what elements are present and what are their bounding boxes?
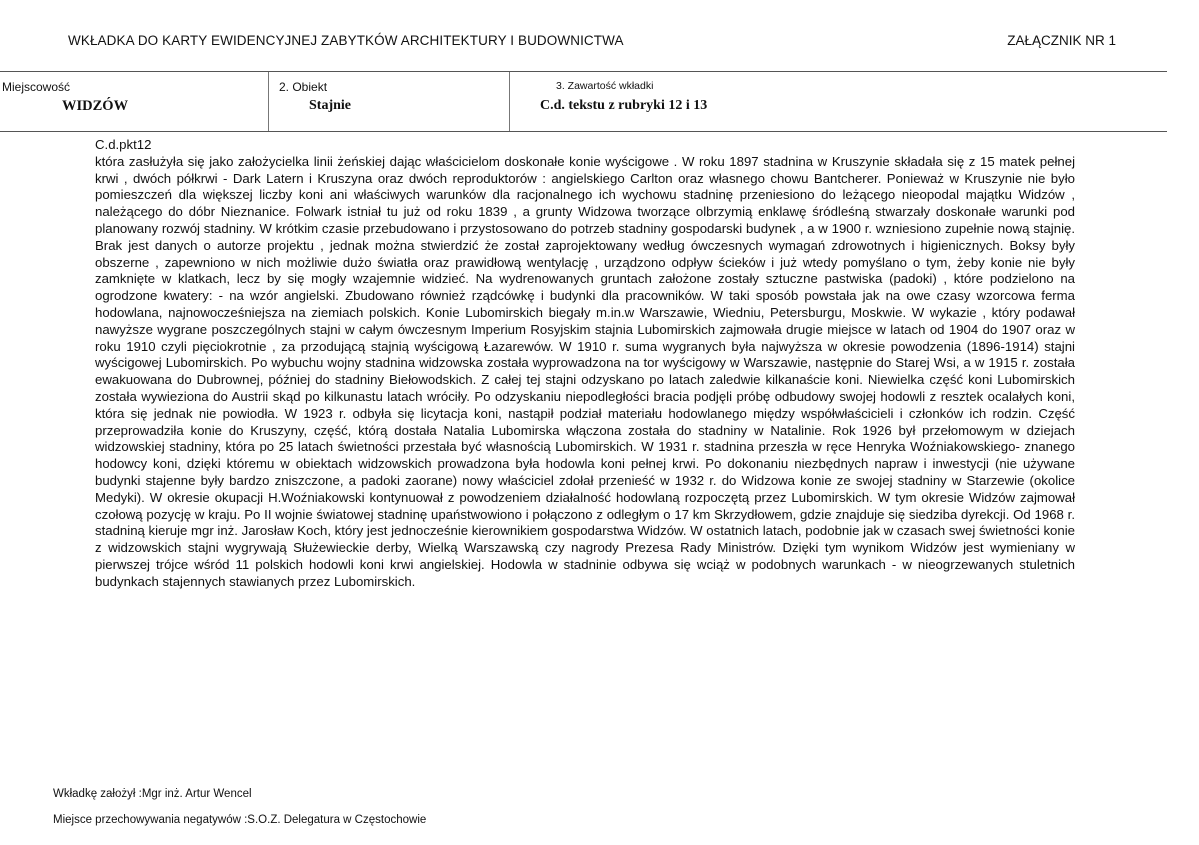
negatives-location-line: Miejsce przechowywania negatywów :S.O.Z. Delegatura w Częstochowie — [53, 814, 427, 826]
object-label: 2. Obiekt — [279, 80, 328, 94]
content-value: C.d. tekstu z rubryki 12 i 13 — [540, 98, 708, 113]
object-cell — [268, 72, 509, 131]
author-line: Wkładkę założył :Mgr inż. Artur Wencel — [53, 788, 252, 800]
attachment-number: ZAŁĄCZNIK NR 1 — [1007, 33, 1116, 48]
content-label: 3. Zawartość wkładki — [556, 80, 654, 92]
locality-label: Miejscowość — [2, 80, 71, 94]
locality-cell — [0, 72, 268, 131]
form-title: WKŁADKA DO KARTY EWIDENCYJNEJ ZABYTKÓW ARCHITEKTURY I BUDOWNICTWA — [68, 33, 624, 48]
body-paragraph: która zasłużyła się jako założycielka linii żeńskiej dając właścicielom doskonałe konie wyścigowe . W roku 1897 stadnina w Kruszynie składała się z 15 matek pełnej krwi , dwóch półkrwi - Dark Latern i Kruszyna oraz dwóch reproduktorów : angielskiego Carlton oraz własnego chowu Bantcherer. Ponieważ w Kruszynie nie było pomieszczeń dla większej liczby koni ani właściwych warunków dla racjonalnego ich wychowu stadninę przeniesiono do leżącego nieopodal majątku Widzów , należącego do dóbr Nieznanice. Folwark istniał tu już od roku 1839 , a grunty Widzowa tworzące olbrzymią enklawę śródleśną stwarzały doskonałe warunki pod planowany rozwój stadniny. W krótkim czasie przebudowano i przystosowano do potrzeb stadniny gospodarski budynek , a w 1900 r. wzniesiono zupełnie nową stajnię. Brak jest danych o autorze projektu , jednak można stwierdzić że został zaprojektowany według ówczesnych wymagań zdrowotnych i higienicznych. Boksy były obszerne , zapewniono w nich możliwie dużo światła oraz prawidłową wentylację , urządzono odpływ ścieków i już wtedy pomyślano o tym, żeby konie nie były zamknięte w klatkach, lecz by się mogły wzajemnie widzieć. Na wydrenowanych gruntach założone zostały sztuczne pastwiska (padoki) , które podzielono na ogrodzone kwatery: - na wzór angielski. Zbudowano również rządcówkę i budynki dla pracowników. W taki sposób powstała jak na owe czasy wzorcowa ferma hodowlana, najnowocześniejsza na ziemiach polskich. Konie Lubomirskich biegały m.in.w Warszawie, Wiedniu, Petersburgu, Moskwie. W wykazie , który podawał nawyższe wygrane poszczególnych stajni w całym ówczesnym Imperium Rosyjskim stajnia Lubomirskich zajmowała drugie miejsce w latach od 1904 do 1907 oraz w roku 1910 czyli pięciokrotnie , za przodującą stajnią wyścigową Łazarewów. W 1910 r. suma wygranych była najwyższa w okresie powodzenia (1896-1914) stajni wyścigowej Lubomirskich. Po wybuchu wojny stadnina widzowska została wyprowadzona na tor wyścigowy w Warszawie, następnie do Starej Wsi, a w 1915 r. została ewakuowana do Dubrownej, później do stadniny Biełowodskich. Z całej tej stajni odzyskano po latach zaledwie kilkanaście koni. Niewielka część koni Lubomirskich została wywieziona do Austrii skąd po kilkunastu latach wróciły. Po odzyskaniu niepodległości bracia podjęli próbę odbudowy swojej hodowli z resztek ocalałych koni, która się jednak nie powiodła. W 1923 r. odbyła się licytacja koni, nastąpił podział materiału hodowlanego między współwłaścicieli i członków ich rodzin. Część przeprowadziła konie do Kruszyny, część, którą dostała Natalia Lubomirska włączona została do stadniny w Natalinie. Rok 1926 był przełomowym w dziejach widzowskiej stadniny, która po 25 latach świetności przestała być własnością Lubomirskich. W 1931 r. stadnina przeszła w ręce Henryka Woźniakowskiego- znanego hodowcy koni, dzięki któremu w obiektach widzowskich prowadzona była hodowla koni pełnej krwi. Po dokonaniu niezbędnych napraw i inwestycji (nie używane budynki stajenne były bardzo zniszczone, a padoki zaorane) nowy właściciel zdołał przenieść w 1932 r. do Widzowa konie ze swojej stadniny w Starzewie (okolice Medyki). W okresie okupacji H.Woźniakowski kontynuował z powodzeniem działalność hodowlaną rozpoczętą przez Lubomirskich. W tym okresie Widzów zajmował czołową pozycję w kraju. Po II wojnie światowej stadninę upaństwowiono i połączono z odległym o 17 km Skrzydłowem, gdzie znajduje się siedziba dyrekcji. Od 1968 r. stadniną kieruje mgr inż. Jarosław Koch, który jest jednocześnie kierownikiem gospodarstwa Widzów. W ostatnich latach, podobnie jak w czasach swej świetności konie z widzowskich stajni wygrywają Służewieckie derby, Wielką Warszawską czy nagrody Prezesa Rady Ministrów. Dzięki tym wynikom Widzów jest wymieniany w pierwszej trójce wśród 11 polskich hodowli koni krwi angielskiej. Hodowla w stadninie odbywa się wciąż w podobnych warunkach - w nieogrzewanych stuletnich budynkach stajennych stawianych przez Lubomirskich. — [95, 153, 1075, 589]
body-heading: C.d.pkt12 — [95, 137, 152, 152]
form-header-table — [0, 71, 1167, 132]
locality-value: WIDZÓW — [62, 98, 129, 114]
body-text — [95, 137, 1075, 591]
content-cell — [509, 72, 1167, 131]
object-value: Stajnie — [309, 98, 351, 113]
